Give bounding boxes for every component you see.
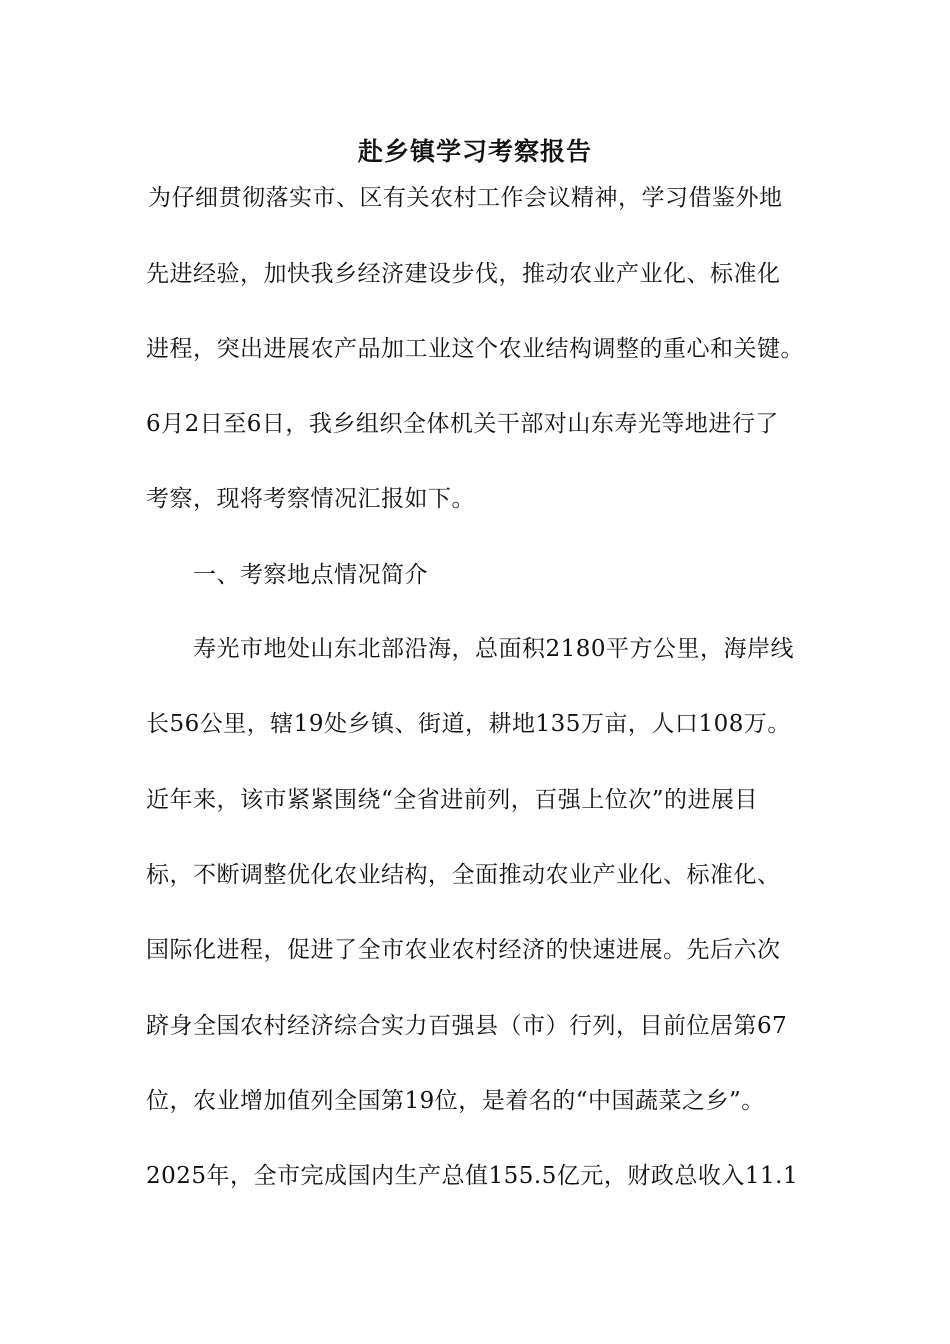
paragraph-line: 先进经验，加快我乡经济建设步伐，推动农业产业化、标准化	[146, 261, 781, 287]
paragraph-line: 进程，突出进展农产品加工业这个农业结构调整的重心和关键。	[146, 336, 804, 362]
paragraph-line: 位，农业增加值列全国第19位，是着名的“中国蔬菜之乡”。	[146, 1088, 765, 1114]
paragraph-line: 考察，现将考察情况汇报如下。	[146, 486, 475, 512]
paragraph-line: 为仔细贯彻落实市、区有关农村工作会议精神，学习借鉴外地	[148, 185, 783, 211]
paragraph-line: 2025年，全市完成国内生产总值155.5亿元，财政总收入11.1	[146, 1163, 799, 1189]
paragraph-line: 近年来，该市紧紧围绕“全省进前列，百强上位次”的进展目	[146, 787, 759, 813]
section-heading: 一、考察地点情况简介	[193, 562, 428, 588]
paragraph-line: 寿光市地处山东北部沿海，总面积2180平方公里，海岸线	[193, 636, 795, 662]
document-title: 赴乡镇学习考察报告	[357, 137, 592, 166]
paragraph-line: 标，不断调整优化农业结构，全面推动农业产业化、标准化、	[146, 862, 781, 888]
paragraph-line: 国际化进程，促进了全市农业农村经济的快速进展。先后六次	[146, 937, 781, 963]
paragraph-line: 长56公里，辖19处乡镇、街道，耕地135万亩，人口108万。	[146, 711, 791, 737]
paragraph-line: 6月2日至6日，我乡组织全体机关干部对山东寿光等地进行了	[146, 411, 779, 437]
paragraph-line: 跻身全国农村经济综合实力百强县（市）行列，目前位居第67	[146, 1013, 788, 1039]
